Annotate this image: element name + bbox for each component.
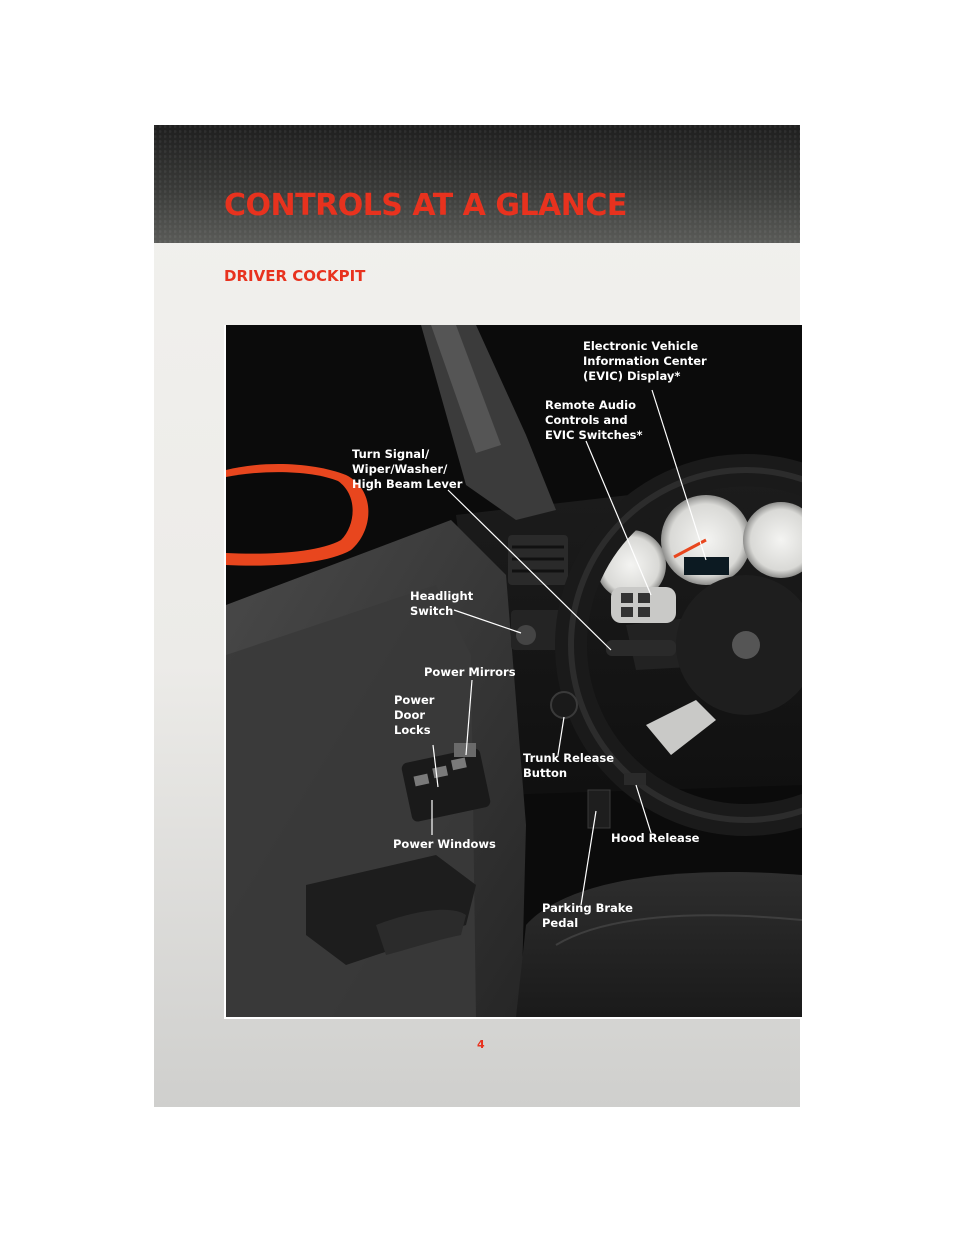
- callout-turn-signal-lever: Turn Signal/ Wiper/Washer/ High Beam Lever: [352, 447, 463, 491]
- page-number: 4: [477, 1038, 485, 1051]
- driver-seat: [516, 872, 802, 1017]
- page-title: CONTROLS AT A GLANCE: [224, 188, 627, 223]
- section-subtitle: DRIVER COCKPIT: [224, 267, 366, 285]
- callout-headlight-switch: Headlight Switch: [410, 589, 474, 618]
- callout-power-door-locks: Power Door Locks: [394, 693, 435, 737]
- parking-brake-pedal: [588, 790, 610, 828]
- callout-hood-release: Hood Release: [611, 831, 700, 845]
- header-banner: [154, 125, 800, 243]
- callout-power-windows: Power Windows: [393, 837, 496, 851]
- trunk-release-button: [551, 692, 577, 718]
- callout-trunk-release-button: Trunk Release Button: [523, 751, 615, 780]
- manual-page: [154, 125, 800, 1107]
- callout-power-mirrors: Power Mirrors: [424, 665, 516, 679]
- callout-evic-display: Electronic Vehicle Information Center (EVIC) Display*: [583, 339, 707, 383]
- turn-signal-stalk: [606, 640, 676, 656]
- callout-parking-brake-pedal: Parking Brake Pedal: [542, 901, 633, 930]
- callout-remote-audio-controls: Remote Audio Controls and EVIC Switches*: [545, 398, 643, 442]
- hood-release: [624, 773, 646, 785]
- driver-cockpit-photo: [224, 325, 802, 1019]
